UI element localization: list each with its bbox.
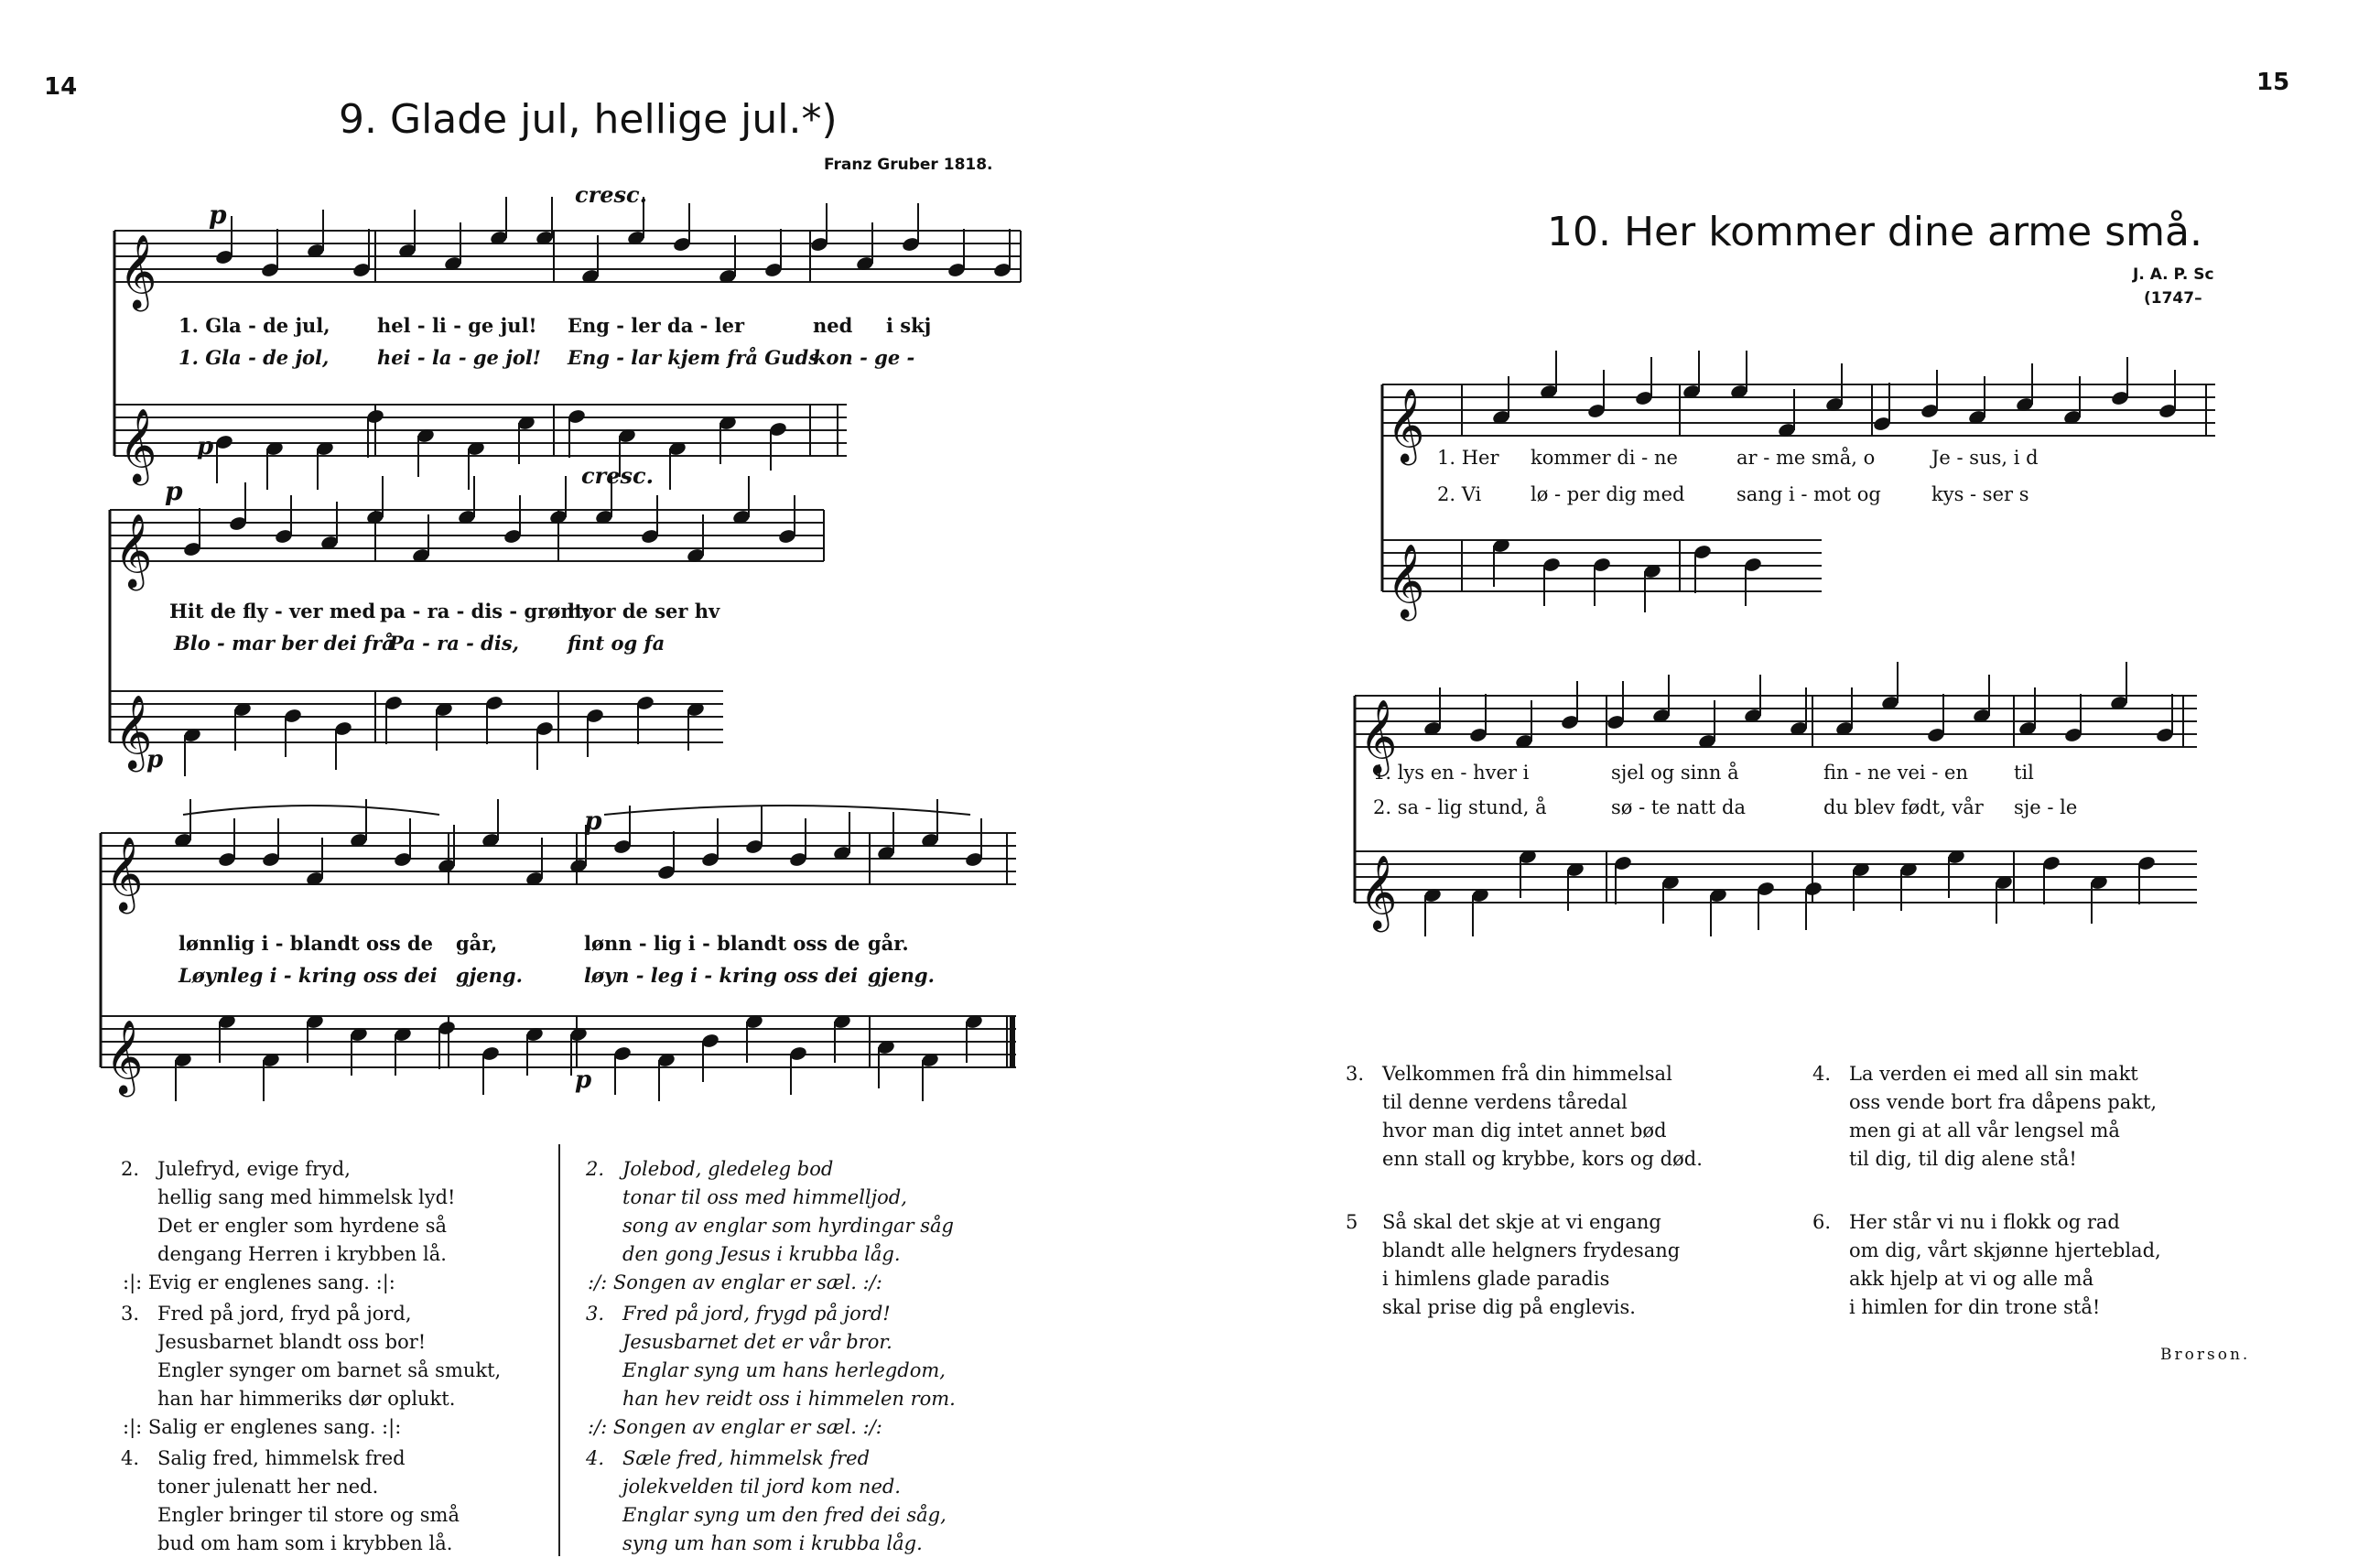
lyric: Je - sus, i d (1931, 447, 2039, 469)
verse-line: syng um han som i krubba låg. (622, 1532, 923, 1554)
lyric: Blo - mar ber dei frå (174, 632, 395, 655)
dynamic-p: p (584, 806, 602, 836)
column-divider (558, 1144, 560, 1556)
lyric: løyn - leg i - kring oss dei (584, 964, 859, 987)
lyric: kommer di - ne (1531, 447, 1678, 469)
verse-number: 2. (121, 1158, 140, 1180)
lyric: går, (456, 932, 498, 955)
verse-line: den gong Jesus i krubba låg. (622, 1243, 901, 1265)
lyric: i skj (886, 314, 932, 337)
verse-2-bokmal (121, 1155, 456, 1297)
verse-number: 4. (1812, 1063, 1832, 1085)
composer-years: (1747– (2144, 289, 2202, 308)
lyric: gjeng. (868, 964, 935, 987)
lyric: ar - me små, o (1736, 447, 1876, 469)
lyric: hel - li - ge jul! (377, 314, 537, 337)
treble-staff (1382, 384, 2215, 436)
notes-lower (1423, 849, 2156, 936)
lyric: pa - ra - dis - grønt; (380, 600, 590, 622)
notes-upper (182, 476, 796, 564)
composer-schulz: J. A. P. Sc (2133, 265, 2214, 284)
verse-number: 5 (1346, 1211, 1358, 1233)
verse-line: blandt alle helgners frydesang (1382, 1239, 1681, 1261)
treble-clef: 𝄞 (1387, 387, 1425, 462)
verse-line: :/: Songen av englar er sæl. :/: (588, 1271, 882, 1293)
music-system-3 (92, 796, 1016, 1117)
verse-line: i himlens glade paradis (1382, 1268, 1610, 1290)
verse-line: song av englar som hyrdingar såg (622, 1215, 955, 1237)
dynamic-p: p (146, 746, 164, 774)
lyric: Eng - lar kjem frå Guds (568, 346, 820, 369)
verse-number: 3. (586, 1303, 605, 1325)
verse-line: til dig, til dig alene stå! (1849, 1148, 2077, 1170)
verse-line: hvor man dig intet annet bød (1382, 1120, 1667, 1141)
verse-line: Det er engler som hyrdene så (157, 1215, 448, 1237)
lyric: 1. Her (1437, 447, 1499, 469)
verse-line: Jesusbarnet det er vår bror. (622, 1331, 892, 1353)
lyric: lønn - lig i - blandt oss de (584, 932, 860, 955)
lyric: fint og fa (568, 632, 665, 655)
verse-line: skal prise dig på englevis. (1382, 1296, 1636, 1318)
lyric: sjel og sinn å (1611, 762, 1739, 784)
verse-line: Julefryd, evige fryd, (157, 1158, 351, 1180)
dynamic-p: p (165, 476, 183, 506)
verse-number: 4. (586, 1447, 605, 1469)
lyric: 1. Gla - de jul, (178, 314, 330, 337)
verse-line: Engler synger om barnet så smukt, (157, 1359, 502, 1381)
verse-line: toner julenatt her ned. (157, 1476, 379, 1498)
dynamic-cresc: cresc. (575, 181, 648, 208)
phrase-slurs (183, 806, 970, 815)
verse-line: oss vende bort fra dåpens pakt, (1849, 1091, 2158, 1113)
notes-lower (1491, 537, 1762, 612)
verse-line: Englar syng um hans herlegdom, (622, 1359, 946, 1381)
verse-number: 3. (121, 1303, 140, 1325)
treble-staff (101, 833, 1016, 884)
dynamic-cresc: cresc. (581, 462, 654, 489)
lyric: Løynleg i - kring oss dei (178, 964, 438, 987)
verse-6 (1812, 1208, 2161, 1322)
verse-3-bokmal (121, 1300, 502, 1442)
lyric: lønnlig i - blandt oss de (178, 932, 434, 955)
verse-number: 2. (586, 1158, 605, 1180)
treble-staff (114, 231, 1021, 282)
notes-upper (1423, 662, 2174, 750)
lyric: 1. Gla - de jol, (178, 346, 330, 369)
verse-line: Jolebod, gledeleg bod (622, 1158, 834, 1180)
verse-line: Velkommen frå din himmelsal (1382, 1063, 1672, 1085)
lyric: gjeng. (456, 964, 523, 987)
verse-number: 6. (1812, 1211, 1832, 1233)
lyric: 2. sa - lig stund, å (1373, 796, 1547, 818)
verse-line: han hev reidt oss i himmelen rom. (622, 1388, 956, 1410)
lyric: kon - ge - (813, 346, 915, 369)
left-page (0, 0, 1190, 1556)
verse-line: Fred på jord, frygd på jord! (622, 1303, 891, 1325)
verse-4-bokmal (121, 1444, 460, 1558)
lyric: sø - te natt da (1611, 796, 1746, 818)
composer-gruber: Franz Gruber 1818. (824, 156, 993, 174)
verse-line: om dig, vårt skjønne hjerteblad, (1849, 1239, 2161, 1261)
verse-3-nynorsk (586, 1300, 956, 1442)
verse-line: hellig sang med himmelsk lyd! (157, 1186, 456, 1208)
verse-line: dengang Herren i krybben lå. (157, 1243, 447, 1265)
lyric: 1. lys en - hver i (1373, 762, 1530, 784)
dynamic-p: p (197, 433, 214, 460)
notes-upper (1491, 351, 2177, 438)
notes-lower (214, 408, 787, 490)
lyric: til (2014, 762, 2034, 784)
verse-line: Her står vi nu i flokk og rad (1849, 1211, 2120, 1233)
dynamic-p: p (575, 1066, 592, 1094)
lyric: hvor de ser hv (568, 600, 720, 622)
verse-line: tonar til oss med himmelljod, (622, 1186, 907, 1208)
verse-line: :|: Evig er englenes sang. :|: (123, 1271, 395, 1293)
verse-line: Sæle fred, himmelsk fred (622, 1447, 871, 1469)
lyric: går. (868, 932, 909, 955)
treble-clef-lower: 𝄞 (119, 407, 157, 482)
author-signature: Brorson. (2160, 1346, 2251, 1364)
treble-clef: 𝄞 (1359, 698, 1398, 774)
lyric: lø - per dig med (1531, 483, 1685, 505)
lyric: kys - ser s (1931, 483, 2029, 505)
verse-number: 4. (121, 1447, 140, 1469)
verse-number: 3. (1346, 1063, 1365, 1085)
page-number-left: 14 (44, 73, 78, 101)
verse-line: La verden ei med all sin makt (1849, 1063, 2138, 1085)
verse-line: Englar syng um den fred dei såg, (622, 1504, 947, 1526)
verse-line: Engler bringer til store og små (157, 1504, 460, 1526)
dynamic-p: p (209, 200, 227, 230)
verse-line: enn stall og krybbe, kors og død. (1382, 1148, 1703, 1170)
verse-line: :|: Salig er englenes sang. :|: (123, 1416, 402, 1438)
verse-line: til denne verdens tåredal (1382, 1091, 1628, 1113)
verse-2-nynorsk (586, 1155, 955, 1297)
lyric: Eng - ler da - ler (568, 314, 745, 337)
notes-lower (182, 695, 705, 776)
lyric: Pa - ra - dis, (389, 632, 519, 655)
verse-line: Jesusbarnet blandt oss bor! (157, 1331, 427, 1353)
verse-4 (1812, 1060, 2158, 1174)
verse-line: i himlen for din trone stå! (1849, 1296, 2101, 1318)
treble-clef-lower: 𝄞 (105, 1019, 144, 1094)
verse-line: jolekvelden til jord kom ned. (622, 1476, 901, 1498)
verse-line: Salig fred, himmelsk fred (157, 1447, 406, 1469)
lyric: fin - ne vei - en (1823, 762, 1969, 784)
lyric: 2. Vi (1437, 483, 1482, 505)
verse-line: :/: Songen av englar er sæl. :/: (588, 1416, 882, 1438)
right-page (1190, 0, 2380, 1556)
treble-clef-lower: 𝄞 (114, 694, 153, 769)
lyric: sje - le (2014, 796, 2078, 818)
song-title-10: 10. Her kommer dine arme små. (1547, 209, 2202, 255)
verse-line: han har himmeriks dør oplukt. (157, 1388, 456, 1410)
page-number-right: 15 (2256, 69, 2290, 96)
treble-clef-lower: 𝄞 (1387, 543, 1425, 618)
verse-line: bud om ham som i krybben lå. (157, 1532, 453, 1554)
lyric: Hit de fly - ver med (169, 600, 376, 622)
verse-3 (1346, 1060, 1703, 1174)
verse-line: akk hjelp at vi og alle må (1849, 1268, 2094, 1290)
lyric: sang i - mot og (1736, 483, 1881, 505)
lyric: ned (813, 314, 853, 337)
verse-5 (1346, 1208, 1681, 1322)
bass-staff (110, 691, 723, 742)
verse-line: Fred på jord, fryd på jord, (157, 1303, 412, 1325)
treble-clef: 𝄞 (114, 513, 153, 588)
verse-line: men gi at all vår lengsel må (1849, 1120, 2120, 1141)
treble-clef-lower: 𝄞 (1359, 854, 1398, 929)
lyric: hei - la - ge jol! (377, 346, 542, 369)
treble-clef: 𝄞 (119, 233, 157, 308)
notes-upper (214, 197, 1012, 285)
notes-upper (173, 799, 983, 887)
lyric: du blev født, vår (1823, 796, 1984, 818)
song-title-9: 9. Glade jul, hellige jul.*) (339, 96, 838, 143)
verse-line: Så skal det skje at vi engang (1382, 1211, 1661, 1233)
verse-4-nynorsk (586, 1444, 947, 1558)
treble-clef: 𝄞 (105, 836, 144, 911)
